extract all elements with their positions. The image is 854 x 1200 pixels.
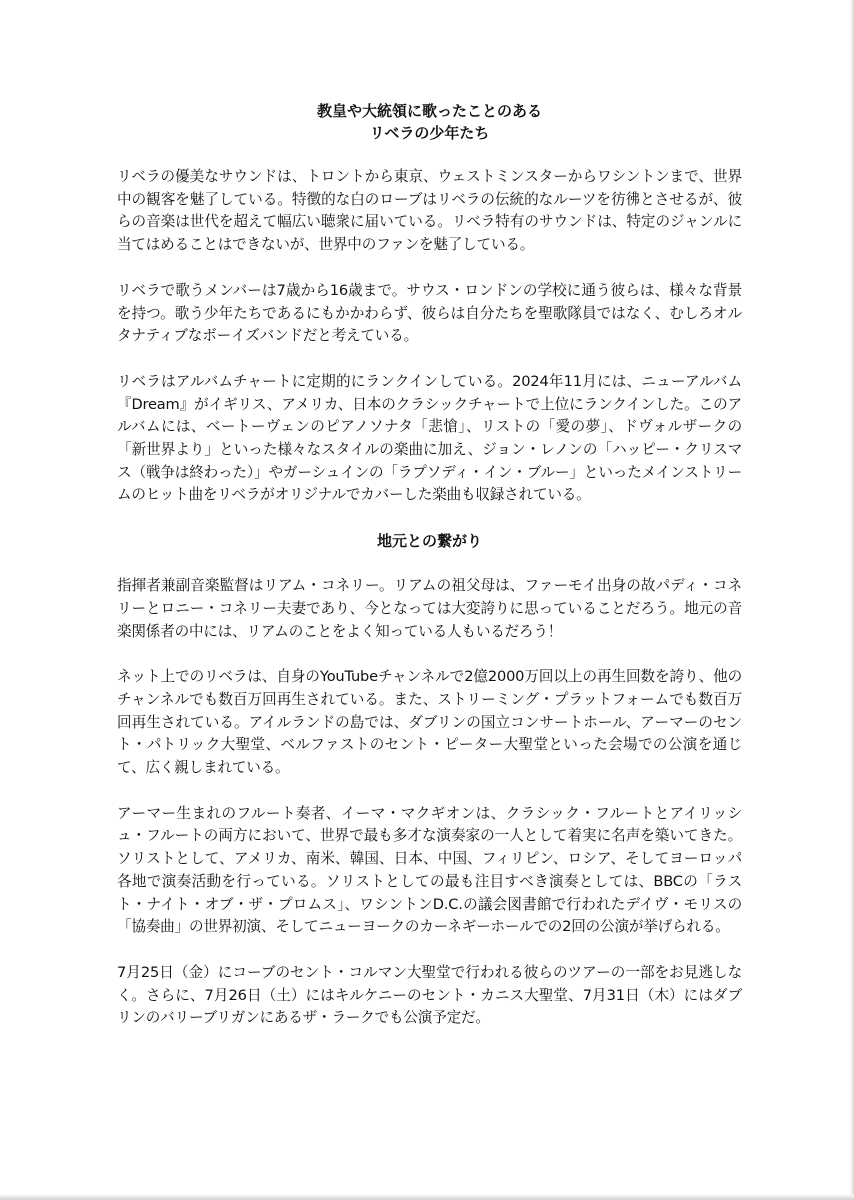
page-bottom-shadow [0, 1194, 854, 1200]
paragraph-flutist: アーマー生まれのフルート奏者、イーマ・マクギオンは、クラシック・フルートとアイリッシュ・フルートの両方において、世界で最も多才な演奏家の一人として着実に名声を築いてきた。ソリストとして、アメリカ、南米、韓国、日本、中国、フィリピン、ロシア、そしてヨーロッパ各地で演奏活動を行っている。ソリストとしての最も注目すべき演奏としては、BBCの「ラスト・ナイト・オブ・ザ・プロムス」、ワシントンD.C.の議会図書館で行われたデイヴ・モリスの「協奏曲」の世界初演、そしてニューヨークのカーネギーホールでの2回の公演が挙げられる。 [117, 804, 742, 936]
document-body [117, 100, 742, 1053]
section-heading: 地元との繋がり [376, 532, 482, 551]
paragraph-conductor: 指揮者兼副音楽監督はリアム・コネリー。リアムの祖父母は、ファーモイ出身の故パディ・コネリーとロニー・コネリー夫妻であり、今となっては大変誇りに思っていることだろう。地元の音楽関係者の中には、リアムのことをよく知っている人もいるだろう！ [117, 577, 742, 640]
paragraph-members: リベラで歌うメンバーは7歳から16歳まで。サウス・ロンドンの学校に通う彼らは、様々な背景を持つ。歌う少年たちであるにもかかわらず、彼らは自分たちを聖歌隊員ではなく、むしろオルタナティブなボーイズバンドだと考えている。 [117, 281, 742, 345]
paragraph-intro: リベラの優美なサウンドは、トロントから東京、ウェストミンスターからワシントンまで、世界中の観客を魅了している。特徴的な白のローブはリベラの伝統的なルーツを彷彿とさせるが、彼らの音楽は世代を超えて幅広い聴衆に届いている。リベラ特有のサウンドは、特定のジャンルに当てはめることはできないが、世界中のファンを魅了している。 [117, 168, 742, 254]
paragraph-album: リベラはアルバムチャートに定期的にランクインしている。2024年11月には、ニューアルバム『Dream』がイギリス、アメリカ、日本のクラシックチャートで上位にランクインした。このアルバムには、ベートーヴェンのピアノソナタ「悲愴」、リストの「愛の夢」、ドヴォルザークの「新世界より」といった様々なスタイルの楽曲に加え、ジョン・レノンの「ハッピー・クリスマス（戦争は終わった）」やガーシュインの「ラプソディ・イン・ブルー」といったメインストリームのヒット曲をリベラがオリジナルでカバーした楽曲も収録されている。 [117, 372, 742, 504]
title-line-2: リベラの少年たち [369, 124, 490, 142]
page-edge-shadow [850, 0, 854, 1200]
paragraph-online: ネット上でのリベラは、自身のYouTubeチャンネルで2億2000万回以上の再生回数を誇り、他のチャンネルでも数百万回再生されている。また、ストリーミング・プラットフォームでも数百万回再生されている。アイルランドの島では、ダブリンの国立コンサートホール、アーマーのセント・パトリック大聖堂、ベルファストのセント・ピーター大聖堂といった会場での公演を通じて、広く親しまれている。 [117, 668, 742, 777]
page-title [117, 100, 742, 144]
title-line-1: 教皇や大統領に歌ったことのある [316, 102, 542, 120]
paragraph-tour: 7月25日（金）にコーブのセント・コルマン大聖堂で行われる彼らのツアーの一部をお見逃しなく。さらに、7月26日（土）にはキルケニーのセント・カニス大聖堂、7月31日（木）にはダブリンのバリーブリガンにあるザ・ラークでも公演予定だ。 [117, 963, 742, 1027]
